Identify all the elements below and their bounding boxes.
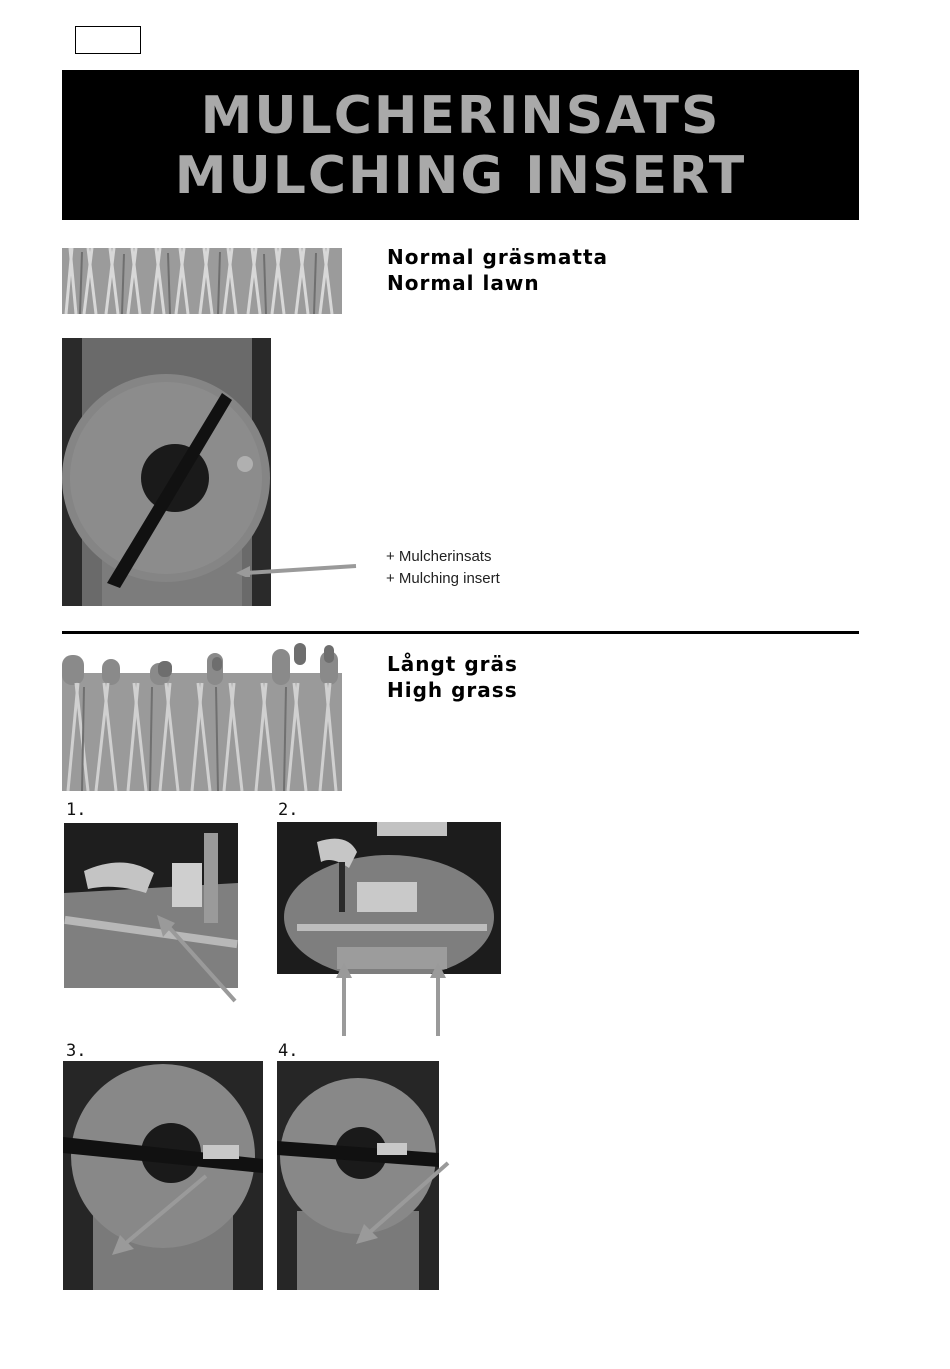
section-normal-note (386, 546, 500, 590)
step-4-label: 4. (278, 1041, 299, 1061)
section-divider (62, 631, 859, 634)
banner-title-sv: MULCHERINSATS (200, 86, 721, 146)
page-number-box (75, 26, 141, 54)
step-1-label: 1. (66, 800, 87, 820)
banner-title-en: MULCHING INSERT (174, 146, 747, 206)
step-2-photo (277, 822, 501, 974)
section-high-title-sv: Långt gräs (387, 652, 518, 676)
step-3-arrow (108, 1173, 210, 1258)
note-sv: + Mulcherinsats (386, 548, 492, 565)
high-grass-illustration (62, 643, 342, 791)
note-en: + Mulching insert (386, 570, 500, 587)
section-high-title (387, 651, 518, 703)
step-3-label: 3. (66, 1041, 87, 1061)
step-2-arrow-right (428, 962, 448, 1036)
step-4-arrow (352, 1160, 452, 1248)
section-high-title-en: High grass (387, 678, 518, 702)
title-banner (62, 70, 859, 220)
section-normal-title-sv: Normal gräsmatta (387, 245, 609, 269)
pointer-arrow-normal (236, 561, 360, 577)
step-1-arrow (155, 915, 240, 1005)
section-normal-title-en: Normal lawn (387, 271, 540, 295)
step-2-arrow-left (334, 962, 354, 1036)
step-2-label: 2. (278, 800, 299, 820)
section-normal-title (387, 244, 608, 296)
normal-grass-illustration (62, 248, 342, 314)
